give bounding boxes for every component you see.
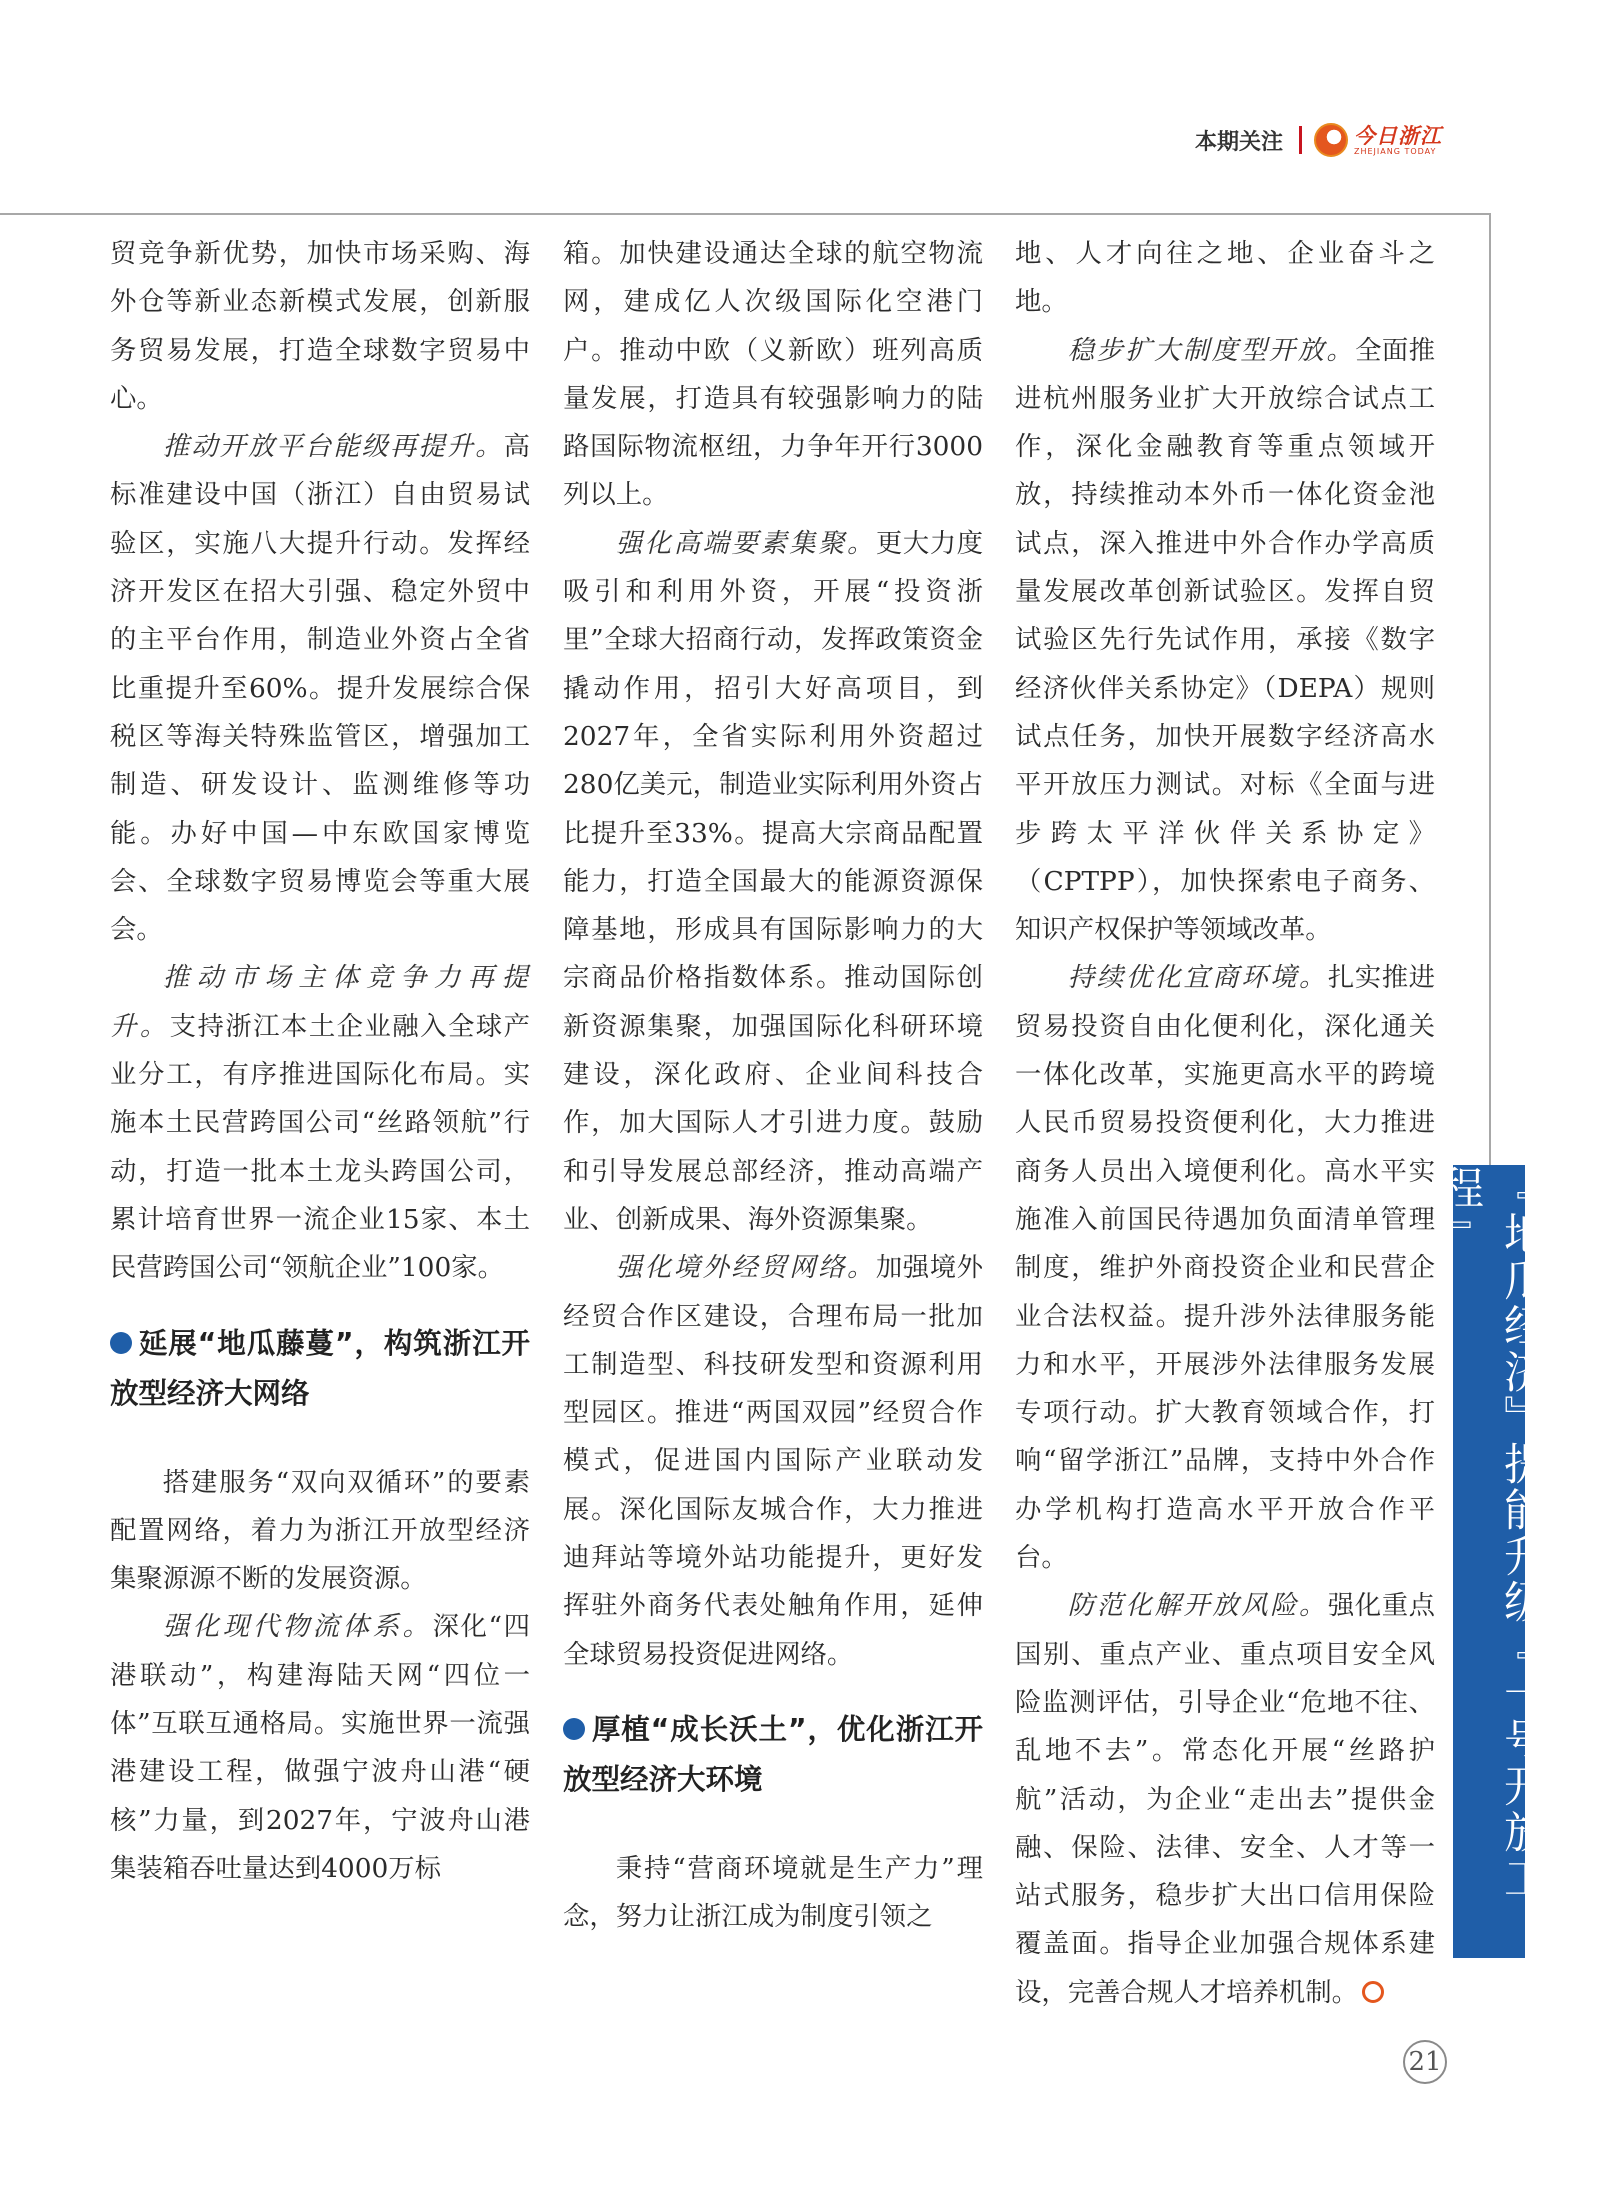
section-label: 本期关注 <box>1194 129 1283 155</box>
paragraph <box>1015 954 1435 1582</box>
end-mark-icon <box>1362 1981 1384 2003</box>
page-header <box>1195 116 1442 164</box>
paragraph-lead: 强化高端要素集聚。 <box>615 527 876 559</box>
paragraph: 秉持“营商环境就是生产力”理念，努力让浙江成为制度引领之 <box>563 1852 983 1933</box>
page-number: 21 <box>1403 2040 1447 2084</box>
paragraph-body: 扎实推进贸易投资自由化便利化，深化通关一体化改革，实施更高水平的跨境人民币贸易投资便利化，大力推进商务人员出入境便利化。高水平实施准入前国民待遇加负面清单管理制度，维护外商投资企业和民营企业合法权益。提升涉外法律服务能力和水平，开展涉外法律服务发展专项行动。扩大教育领域合作，打响“留学浙江”品牌，支持中外合作办学机构打造高水平开放合作平台。 <box>1015 962 1435 1574</box>
header-divider <box>1299 126 1302 154</box>
paragraph <box>110 954 530 1292</box>
paragraph-body: 支持浙江本土企业融入全球产业分工，有序推进国际化布局。实施本土民营跨国公司“丝路领航”行动，打造一批本土龙头跨国公司，累计培育世界一流企业15家、本土民营跨国公司“领航企业”100家。 <box>110 1010 531 1284</box>
paragraph-body: 加强境外经贸合作区建设，合理布局一批加工制造型、科技研发型和资源利用型园区。推进“两国双园”经贸合作模式，促进国内国际产业联动发展。深化国际友城合作，大力推进迪拜站等境外站功能提升，更好发挥驻外商务代表处触角作用，延伸全球贸易投资促进网络。 <box>563 1252 983 1670</box>
paragraph-body: 强化重点国别、重点产业、重点项目安全风险监测评估，引导企业“危地不往、乱地不去”。常态化开展“丝路护航”活动，为企业“走出去”提供金融、保险、法律、安全、人才等一站式服务，稳步扩大出口信用保险覆盖面。指导企业加强合规体系建设，完善合规人才培养机制。 <box>1015 1590 1435 2008</box>
paragraph-lead: 推动市场主体竞争力再提升。 <box>110 962 530 1042</box>
paragraph: 箱。加快建设通达全球的航空物流网，建成亿人次级国际化空港门户。推动中欧（义新欧）班列高质量发展，打造具有较强影响力的陆路国际物流枢纽，力争年开行3000列以上。 <box>563 238 983 511</box>
section-heading-text: 厚植“成长沃土”，优化浙江开放型经济大环境 <box>563 1712 983 1796</box>
section-heading <box>563 1705 983 1805</box>
top-rule <box>0 213 1490 215</box>
paragraph-lead: 强化现代物流体系。 <box>162 1611 433 1643</box>
section-heading <box>110 1319 530 1419</box>
bullet-icon <box>563 1718 585 1740</box>
paragraph-body: 高标准建设中国（浙江）自由贸易试验区，实施八大提升行动。发挥经济开发区在招大引强、稳定外贸中的主平台作用，制造业外资占全省比重提升至60%。提升发展综合保税区等海关特殊监管区，增强加工制造、研发设计、监测维修等功能。办好中国—中东欧国家博览会、全球数字贸易博览会等重大展会。 <box>110 431 530 946</box>
paragraph <box>1015 1582 1435 2017</box>
logo-english: ZHEJIANG TODAY <box>1354 146 1437 156</box>
paragraph-body: 全面推进杭州服务业扩大开放综合试点工作，深化金融教育等重点领域开放，持续推动本外币一体化资金池试点，深入推进中外合作办学高质量发展改革创新试验区。发挥自贸试验区先行先试作用，承接《数字经济伙伴关系协定》（DEPA）规则试点任务，加快开展数字经济高水平开放压力测试。对标《全面与进步跨太平洋伙伴关系协定》（CPTPP），加快探索电子商务、知识产权保护等领域改革。 <box>1015 334 1435 946</box>
paragraph-lead: 持续优化宜商环境。 <box>1067 962 1328 994</box>
bullet-icon <box>110 1332 132 1354</box>
topic-sidebar <box>1432 1165 1547 1958</box>
magazine-logo <box>1314 123 1442 157</box>
section-heading-text: 延展“地瓜藤蔓”，构筑浙江开放型经济大网络 <box>110 1326 530 1410</box>
sidebar-title: 『地瓜经济』提能升级『一号开放工程』 <box>1432 1165 1547 1901</box>
paragraph <box>110 423 530 954</box>
paragraph <box>1015 327 1435 955</box>
paragraph: 地、人才向往之地、企业奋斗之地。 <box>1015 238 1435 318</box>
article-column-2 <box>563 230 983 1942</box>
right-rule <box>1489 213 1491 1168</box>
paragraph-body: 深化“四港联动”，构建海陆天网“四位一体”互联互通格局。实施世界一流强港建设工程，做强宁波舟山港“硬核”力量，到2027年，宁波舟山港集装箱吞吐量达到4000万标 <box>110 1611 530 1884</box>
paragraph-body: 更大力度吸引和利用外资，开展“投资浙里”全球大招商行动，发挥政策资金撬动作用，招引大好高项目，到2027年，全省实际利用外资超过280亿美元，制造业实际利用外资占比提升至33%。提高大宗商品配置能力，打造全国最大的能源资源保障基地，形成具有国际影响力的大宗商品价格指数体系。推动国际创新资源集聚，加强国际化科研环境建设，深化政府、企业间科技合作，加大国际人才引进力度。鼓励和引导发展总部经济，推动高端产业、创新成果、海外资源集聚。 <box>563 527 983 1235</box>
paragraph-lead: 推动开放平台能级再提升。 <box>162 431 504 463</box>
paragraph-lead: 稳步扩大制度型开放。 <box>1067 334 1356 366</box>
article-column-3 <box>1015 230 1435 2017</box>
article-column-1 <box>110 230 530 1893</box>
paragraph <box>563 520 983 1244</box>
paragraph-lead: 强化境外经贸网络。 <box>615 1252 876 1284</box>
logo-chinese: 今日浙江 <box>1354 122 1442 148</box>
logo-emblem-icon <box>1314 123 1348 157</box>
paragraph: 搭建服务“双向双循环”的要素配置网络，着力为浙江开放型经济集聚源源不断的发展资源。 <box>110 1466 530 1595</box>
paragraph: 贸竞争新优势，加快市场采购、海外仓等新业态新模式发展，创新服务贸易发展，打造全球数字贸易中心。 <box>110 238 530 414</box>
paragraph <box>110 1603 530 1893</box>
logo-text <box>1354 122 1442 156</box>
paragraph <box>563 1244 983 1679</box>
paragraph-lead: 防范化解开放风险。 <box>1067 1590 1328 1622</box>
